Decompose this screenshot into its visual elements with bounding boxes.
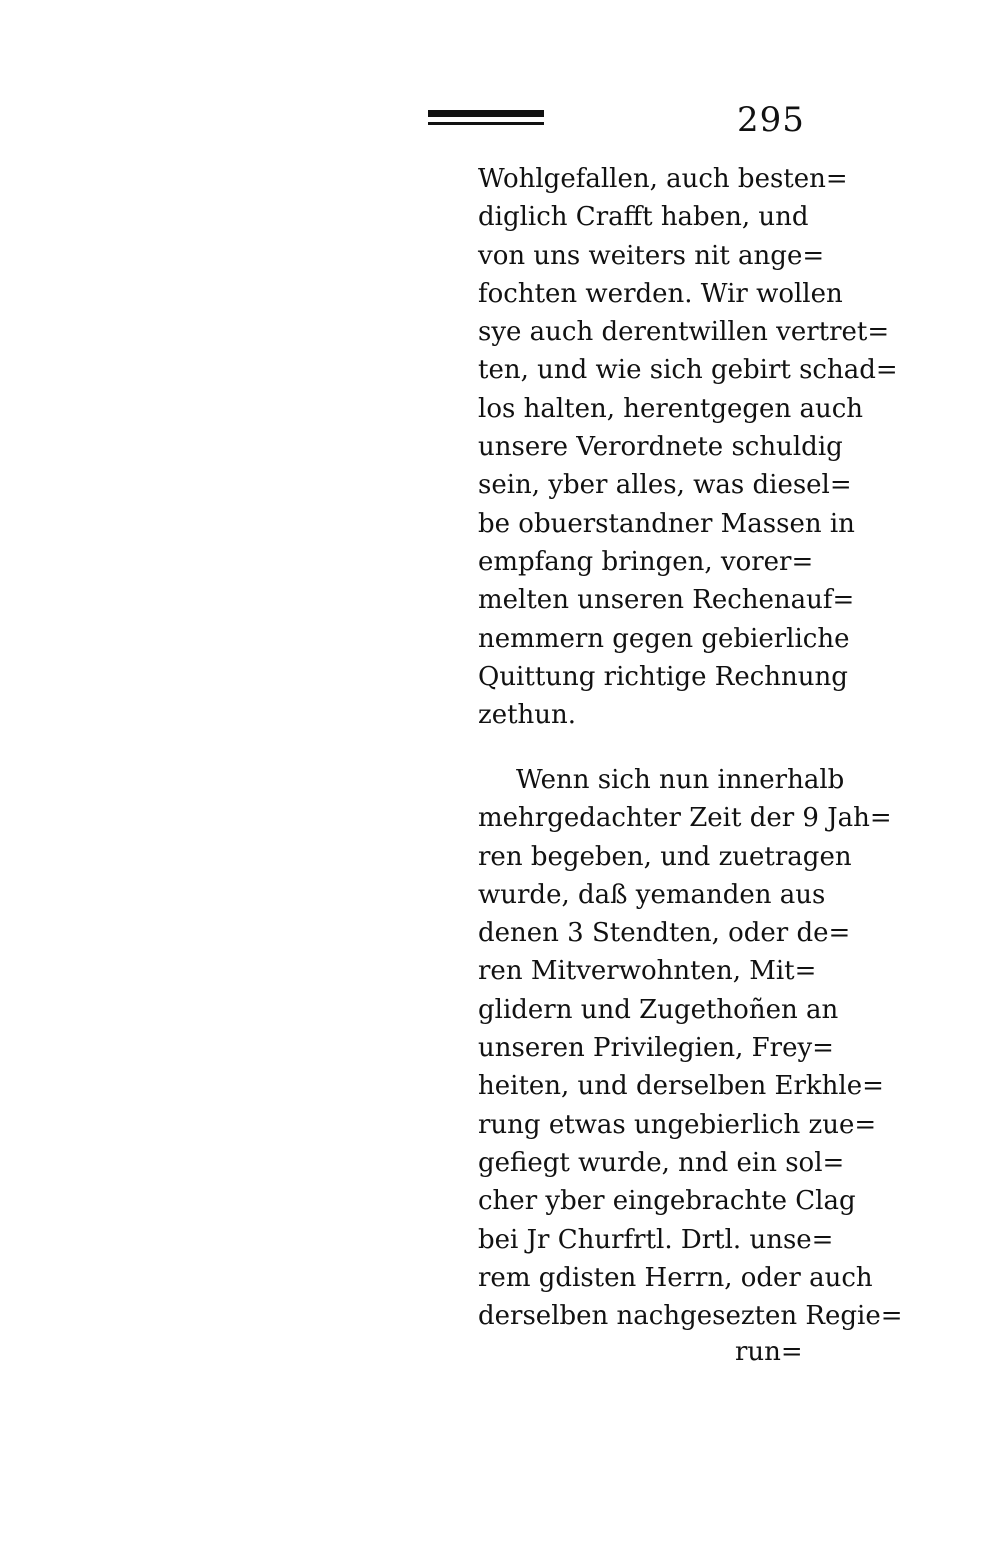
text-line: diglich Crafft haben, und: [478, 202, 809, 233]
text-line: ren begeben, und zuetragen: [478, 841, 852, 872]
text-line: rung etwas ungebierlich zue=: [478, 1109, 877, 1140]
text-line: derselben nachgesezten Regie=: [478, 1301, 903, 1332]
text-line: unsere Verordnete schuldig: [478, 432, 843, 463]
text-line: cher yber eingebrachte Clag: [478, 1186, 856, 1217]
text-line: Quittung richtige Rechnung: [478, 661, 848, 692]
text-line: Wohlgefallen, auch besten=: [478, 164, 848, 194]
paragraph-2: [478, 761, 903, 1335]
text-line: wurde, daß yemanden aus: [478, 879, 826, 910]
text-line: fochten werden. Wir wollen: [478, 278, 843, 309]
text-line: glidern und Zugethoñen an: [478, 994, 839, 1025]
catchword: run=: [735, 1337, 803, 1367]
text-line: melten unseren Rechenauf=: [478, 585, 855, 616]
text-line: empfang bringen, vorer=: [478, 546, 814, 577]
text-line: sein, yber alles, was diesel=: [478, 470, 852, 501]
header-rule-thin: [428, 122, 544, 125]
text-line: mehrgedachter Zeit der 9 Jah=: [478, 803, 892, 834]
text-line: unseren Privilegien, Frey=: [478, 1033, 834, 1064]
text-line: sye auch derentwillen vertret=: [478, 317, 890, 348]
text-line: denen 3 Stendten, oder de=: [478, 918, 851, 949]
text-line: heiten, und derselben Erkhle=: [478, 1071, 884, 1102]
text-line: gefiegt wurde, nnd ein sol=: [478, 1147, 845, 1178]
text-line: von uns weiters nit ange=: [478, 240, 825, 271]
text-line: Wenn sich nun innerhalb: [516, 765, 845, 795]
text-line: bei Jr Churfrtl. Drtl. unse=: [478, 1224, 834, 1255]
page-number: 295: [737, 100, 805, 140]
text-line: los halten, herentgegen auch: [478, 393, 864, 424]
text-line: zethun.: [478, 700, 577, 731]
header-rule: [428, 110, 544, 128]
text-line: ten, und wie sich gebirt schad=: [478, 355, 898, 386]
text-line: rem gdisten Herrn, oder auch: [478, 1262, 873, 1293]
text-line: ren Mitverwohnten, Mit=: [478, 956, 817, 987]
paragraph-1: [478, 160, 898, 734]
text-line: nemmern gegen gebierliche: [478, 623, 850, 654]
header-rule-thick: [428, 110, 544, 117]
text-line: be obuerstandner Massen in: [478, 508, 855, 539]
